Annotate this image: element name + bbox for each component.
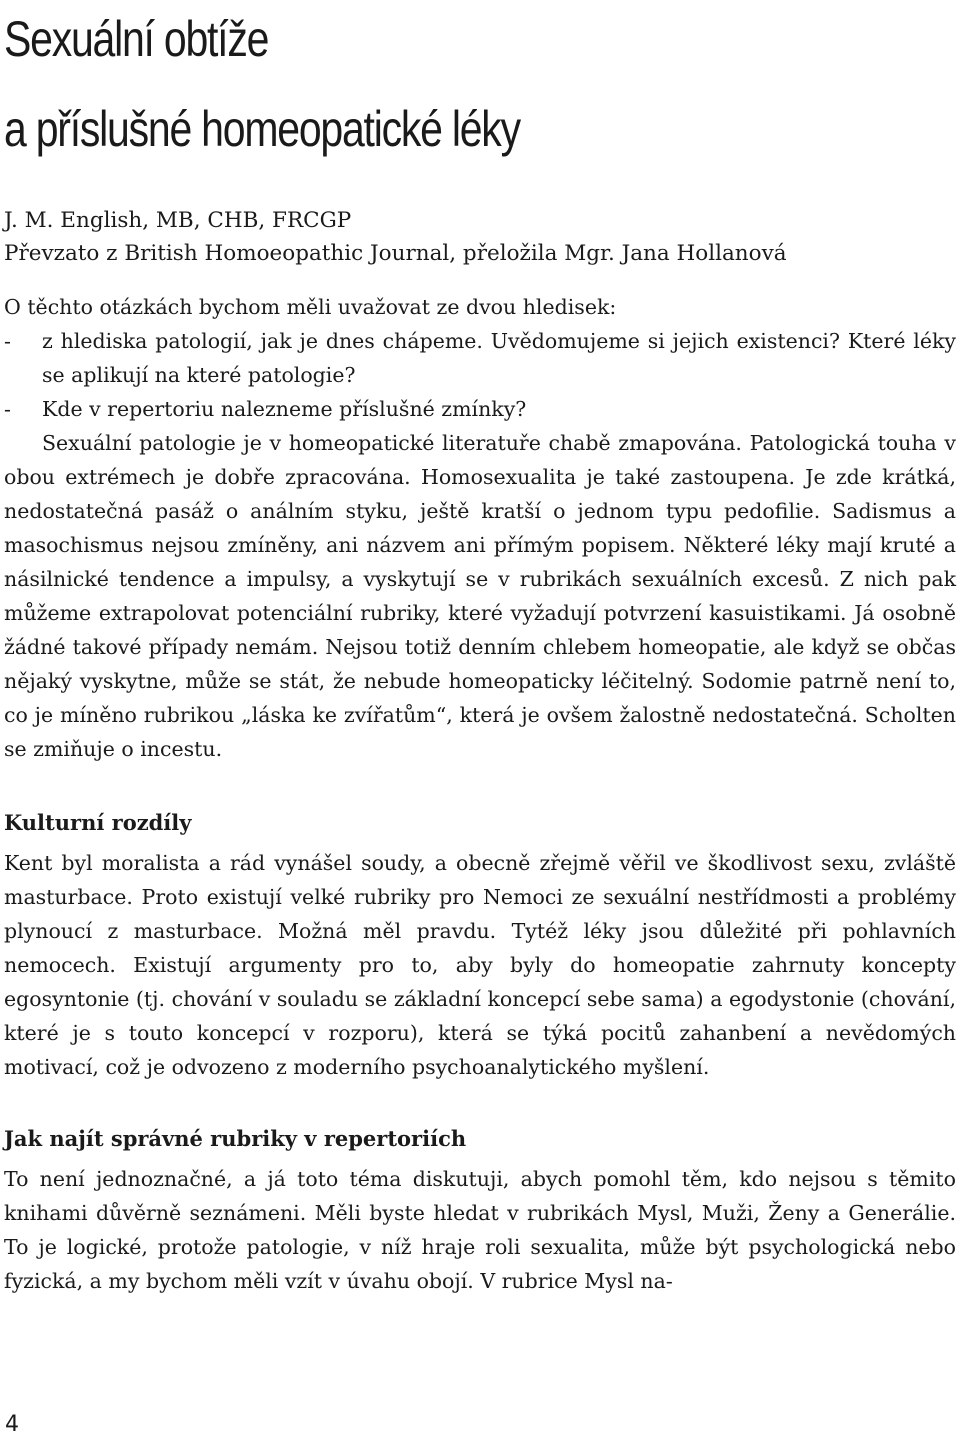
section-heading-cultural-differences: Kulturní rozdíly: [4, 810, 192, 835]
source-line: Převzato z British Homoeopathic Journal, přeložila Mgr. Jana Hollanová: [4, 241, 787, 266]
list-item: [4, 324, 956, 392]
list-item: [4, 392, 956, 426]
bullet-dash: -: [4, 329, 11, 353]
author-line: J. M. English, MB, CHB, FRCGP: [4, 208, 352, 233]
page-number: 4: [5, 1412, 19, 1437]
section-heading-finding-rubrics: Jak najít správné rubriky v repertoriích: [4, 1126, 467, 1151]
paragraph: To není jednoznačné, a já toto téma diskutuji, abych pomohl těm, kdo nejsou s těmito knihami důvěrně seznámeni. Měli byste hledat v rubrikách Mysl, Muži, Ženy a Generálie. To je logické, protože patologie, v níž hraje roli sexualita, může být psychologická nebo fyzická, a my bychom měli vzít v úvahu obojí. V rubrice Mysl na-: [4, 1167, 956, 1293]
section-body-cultural-differences: [4, 846, 956, 1084]
intro-section: [4, 290, 956, 766]
article-title: [4, 0, 785, 194]
intro-lead: O těchto otázkách bychom měli uvažovat ze dvou hledisek:: [4, 295, 617, 319]
paragraph: Kent byl moralista a rád vynášel soudy, a obecně zřejmě věřil ve škodlivost sexu, zvláště masturbace. Proto existují velké rubriky pro Nemoci ze sexuální nestřídmosti a problémy plynoucí z masturbace. Možná měl pravdu. Tytéž léky jsou důležité při pohlavních nemocech. Existují argumenty pro to, aby byly do homeopatie zahrnuty koncepty egosyntonie (tj. chování v souladu se základní koncepcí sebe sama) a egodystonie (chování, které je s touto koncepcí v rozporu), která se týká pocitů zahanbení a nevědomých motivací, což je odvozeno z moderního psychoanalytického myšlení.: [4, 851, 956, 1079]
bullet-dash: -: [4, 397, 11, 421]
title-line-2: a příslušné homeopatické léky: [4, 101, 520, 157]
bullet-text: z hlediska patologií, jak je dnes chápeme. Uvědomujeme si jejich existenci? Které léky se aplikují na které patologie?: [42, 329, 956, 387]
title-line-1: Sexuální obtíže: [4, 11, 269, 67]
article-byline: [4, 204, 956, 270]
article-page: [4, 0, 956, 1298]
bullet-text: Kde v repertoriu nalezneme příslušné zmínky?: [42, 397, 527, 421]
intro-paragraph: Sexuální patologie je v homeopatické literatuře chabě zmapována. Patologická touha v obou extrémech je dobře zpracována. Homosexualita je také zastoupena. Je zde krátká, nedostatečná pasáž o análním styku, ještě kratší o jednom typu pedofilie. Sadismus a masochismus nejsou zmíněny, ani názvem ani přímým popisem. Některé léky mají kruté a násilnické tendence a impulsy, a vyskytují se v rubrikách sexuálních excesů. Z nich pak můžeme extrapolovat potenciální rubriky, které vyžadují potvrzení kasuistikami. Já osobně žádné takové případy nemám. Nejsou totiž denním chlebem homeopatie, ale když se občas nějaký vyskytne, může se stát, že nebude homeopaticky léčitelný. Sodomie patrně není to, co je míněno rubrikou „láska ke zvířatům“, která je ovšem žalostně nedostatečná. Scholten se zmiňuje o incestu.: [4, 431, 956, 761]
section-body-finding-rubrics: [4, 1162, 956, 1298]
